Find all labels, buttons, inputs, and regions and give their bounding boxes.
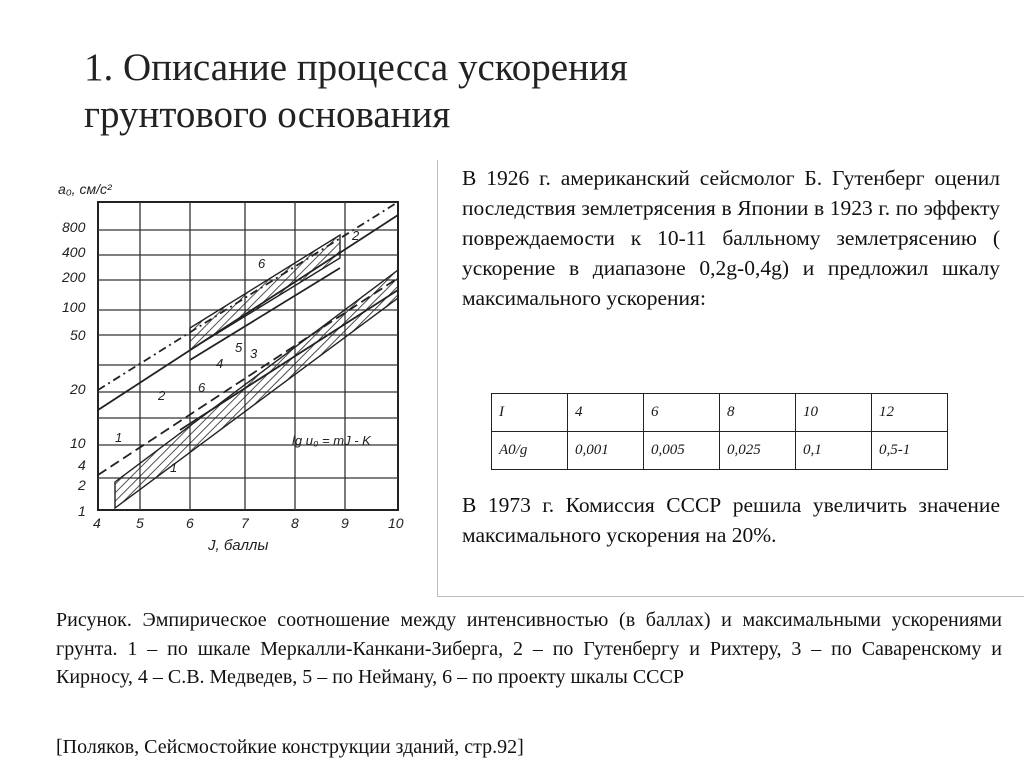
paragraph-gutenberg: В 1926 г. американский сейсмолог Б. Гутенберг оценил последствия землетрясения в Японии в 1923 г. по эффекту повреждаемости к 10-11 балльному землетрясению ( ускорение в диапазоне 0,2g-0,4g) и предложил шкалу максимального ускорения:: [462, 166, 1000, 310]
x-tick-label: 7: [241, 515, 249, 531]
y-tick-label: 100: [62, 299, 86, 315]
acceleration-scale-table: [491, 393, 948, 470]
table-cell: I: [492, 394, 568, 432]
figure-reference: [Поляков, Сейсмостойкие конструкции зданий, стр.92]: [56, 736, 524, 758]
curve-label: 1: [115, 430, 123, 445]
curve-label: 2: [352, 228, 360, 243]
table-cell: 8: [720, 394, 796, 432]
table-cell: 6: [644, 394, 720, 432]
slide-title: [84, 44, 784, 138]
x-tick-label: 10: [388, 515, 404, 531]
x-tick-label: 5: [136, 515, 144, 531]
y-tick-label: 200: [62, 269, 86, 285]
curve-label: 6: [258, 256, 266, 271]
table-cell: 0,001: [568, 432, 644, 470]
y-tick-label: 4: [78, 457, 86, 473]
title-line-2: грунтового основания: [84, 93, 451, 136]
curve-label: 3: [250, 346, 258, 361]
empirical-chart: [40, 160, 440, 560]
table-cell: 0,025: [720, 432, 796, 470]
panel-divider-vertical: [437, 160, 438, 596]
formula-label: lg u₀ = mJ - K: [292, 433, 371, 448]
y-tick-label: 800: [62, 219, 86, 235]
curve-label: 6: [198, 380, 206, 395]
y-tick-label: 50: [70, 327, 86, 343]
panel-divider-horizontal: [437, 596, 1024, 597]
y-tick-label: 400: [62, 244, 86, 260]
table-cell: A0/g: [492, 432, 568, 470]
x-axis-label: J, баллы: [208, 537, 269, 554]
table-cell: 12: [872, 394, 948, 432]
curve-label: 2: [158, 388, 166, 403]
table-cell: 0,005: [644, 432, 720, 470]
table-cell: 10: [796, 394, 872, 432]
figure-caption: Рисунок. Эмпирическое соотношение между интенсивностью (в баллах) и максимальными ускорениями грунта. 1 – по шкале Меркалли-Канкани-Зиберга, 2 – по Гутенбергу и Рихтеру, 3 – по Саваренскому и Кирносу, 4 – С.В. Медведев, 5 – по Нейману, 6 – по проекту шкалы СССР: [56, 609, 1002, 688]
x-tick-label: 9: [341, 515, 349, 531]
table-cell: 0,5-1: [872, 432, 948, 470]
y-tick-label: 2: [78, 477, 86, 493]
paragraph-ussr-commission: В 1973 г. Комиссия СССР решила увеличить значение максимального ускорения на 20%.: [462, 493, 1000, 547]
y-tick-label: 1: [78, 503, 86, 519]
table-cell: 0,1: [796, 432, 872, 470]
curve-label: 4: [216, 356, 224, 371]
curve-label: 1: [170, 460, 178, 475]
table-cell: 4: [568, 394, 644, 432]
y-tick-label: 10: [70, 435, 86, 451]
x-tick-label: 6: [186, 515, 194, 531]
y-axis-label: a₀, см/с²: [58, 181, 112, 197]
table-row: [492, 432, 948, 470]
table-row: [492, 394, 948, 432]
x-tick-label: 4: [93, 515, 101, 531]
curve-label: 5: [235, 340, 243, 355]
title-line-1: 1. Описание процесса ускорения: [84, 46, 628, 89]
x-tick-label: 8: [291, 515, 299, 531]
y-tick-label: 20: [70, 381, 86, 397]
chart-svg: [40, 160, 440, 560]
